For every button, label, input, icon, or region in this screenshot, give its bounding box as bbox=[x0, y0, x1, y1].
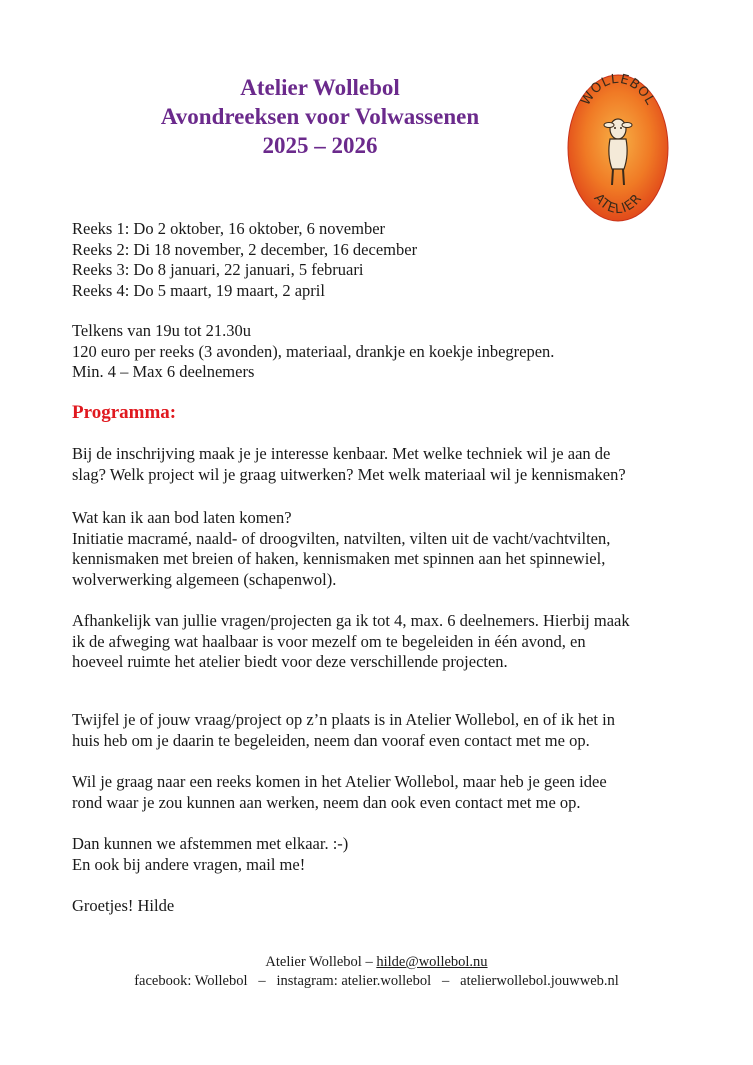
email-link[interactable]: hilde@wollebol.nu bbox=[376, 954, 488, 970]
price-text: 120 euro per reeks (3 avonden), materiaal, drankje en koekje inbegrepen. bbox=[72, 341, 555, 361]
reeks-3: Reeks 3: Do 8 januari, 22 januari, 5 februari bbox=[72, 260, 364, 279]
paragraph-offer bbox=[72, 508, 692, 590]
footer-prefix: Atelier Wollebol – bbox=[265, 954, 377, 970]
text-line: wolverwerking algemeen (schapenwol). bbox=[72, 569, 337, 589]
logo-text-bottom: ATELIER bbox=[590, 190, 646, 218]
paragraph-participants bbox=[72, 611, 692, 673]
paragraph-interest bbox=[72, 444, 692, 485]
page-title bbox=[120, 73, 520, 160]
text-line: Twijfel je of jouw vraag/project op z’n plaats is in Atelier Wollebol, en of ik het in bbox=[72, 710, 615, 729]
time-text: Telkens van 19u tot 21.30u bbox=[72, 321, 251, 340]
title-line-3: 2025 – 2026 bbox=[262, 133, 378, 158]
text-line: slag? Welk project wil je graag uitwerken? Met welk materiaal wil je kennismaken? bbox=[72, 464, 626, 484]
text-line: Wat kan ik aan bod laten komen? bbox=[72, 508, 292, 527]
footer-line-1 bbox=[0, 953, 753, 972]
title-line-1: Atelier Wollebol bbox=[240, 75, 400, 100]
paragraph-contact bbox=[72, 834, 692, 875]
footer bbox=[0, 953, 753, 991]
signature-text: Groetjes! Hilde bbox=[72, 896, 175, 915]
reeks-2: Reeks 2: Di 18 november, 2 december, 16 december bbox=[72, 239, 418, 259]
text-line: Dan kunnen we afstemmen met elkaar. :-) bbox=[72, 834, 349, 853]
reeks-4: Reeks 4: Do 5 maart, 19 maart, 2 april bbox=[72, 280, 325, 300]
reeks-1: Reeks 1: Do 2 oktober, 16 oktober, 6 november bbox=[72, 219, 386, 238]
logo-text-top: WOLLEBOL bbox=[578, 73, 658, 109]
text-line: En ook bij andere vragen, mail me! bbox=[72, 854, 306, 874]
text-line: Wil je graag naar een reeks komen in het Atelier Wollebol, maar heb je geen idee bbox=[72, 772, 607, 791]
title-line-2: Avondreeksen voor Volwassenen bbox=[160, 104, 480, 129]
signature bbox=[72, 896, 692, 917]
atelier-wollebol-logo bbox=[566, 73, 670, 223]
paragraph-no-idea bbox=[72, 772, 692, 813]
schedule-block bbox=[72, 219, 692, 301]
text-line: Afhankelijk van jullie vragen/projecten ga ik tot 4, max. 6 deelnemers. Hierbij maak bbox=[72, 611, 630, 630]
text-line: rond waar je zou kunnen aan werken, neem dan ook even contact met me op. bbox=[72, 792, 581, 812]
text-line: hoeveel ruimte het atelier biedt voor deze verschillende projecten. bbox=[72, 652, 508, 671]
text-line: Bij de inschrijving maak je je interesse kenbaar. Met welke techniek wil je aan de bbox=[72, 444, 611, 463]
text-line: ik de afweging wat haalbaar is voor mezelf om te begeleiden in één avond, en bbox=[72, 631, 586, 651]
text-line: kennismaken met breien of haken, kennismaken met spinnen aan het spinnewiel, bbox=[72, 549, 606, 568]
paragraph-doubt bbox=[72, 710, 692, 751]
text-line: Initiatie macramé, naald- of droogvilten, natvilten, vilten uit de vacht/vachtvilten, bbox=[72, 528, 611, 548]
footer-line-2: facebook: Wollebol – instagram: atelier.wollebol – atelierwollebol.jouwweb.nl bbox=[134, 973, 619, 989]
info-block bbox=[72, 321, 692, 383]
program-heading: Programma: bbox=[72, 402, 177, 423]
participants-text: Min. 4 – Max 6 deelnemers bbox=[72, 362, 255, 381]
text-line: huis heb om je daarin te begeleiden, neem dan vooraf even contact met me op. bbox=[72, 730, 590, 750]
